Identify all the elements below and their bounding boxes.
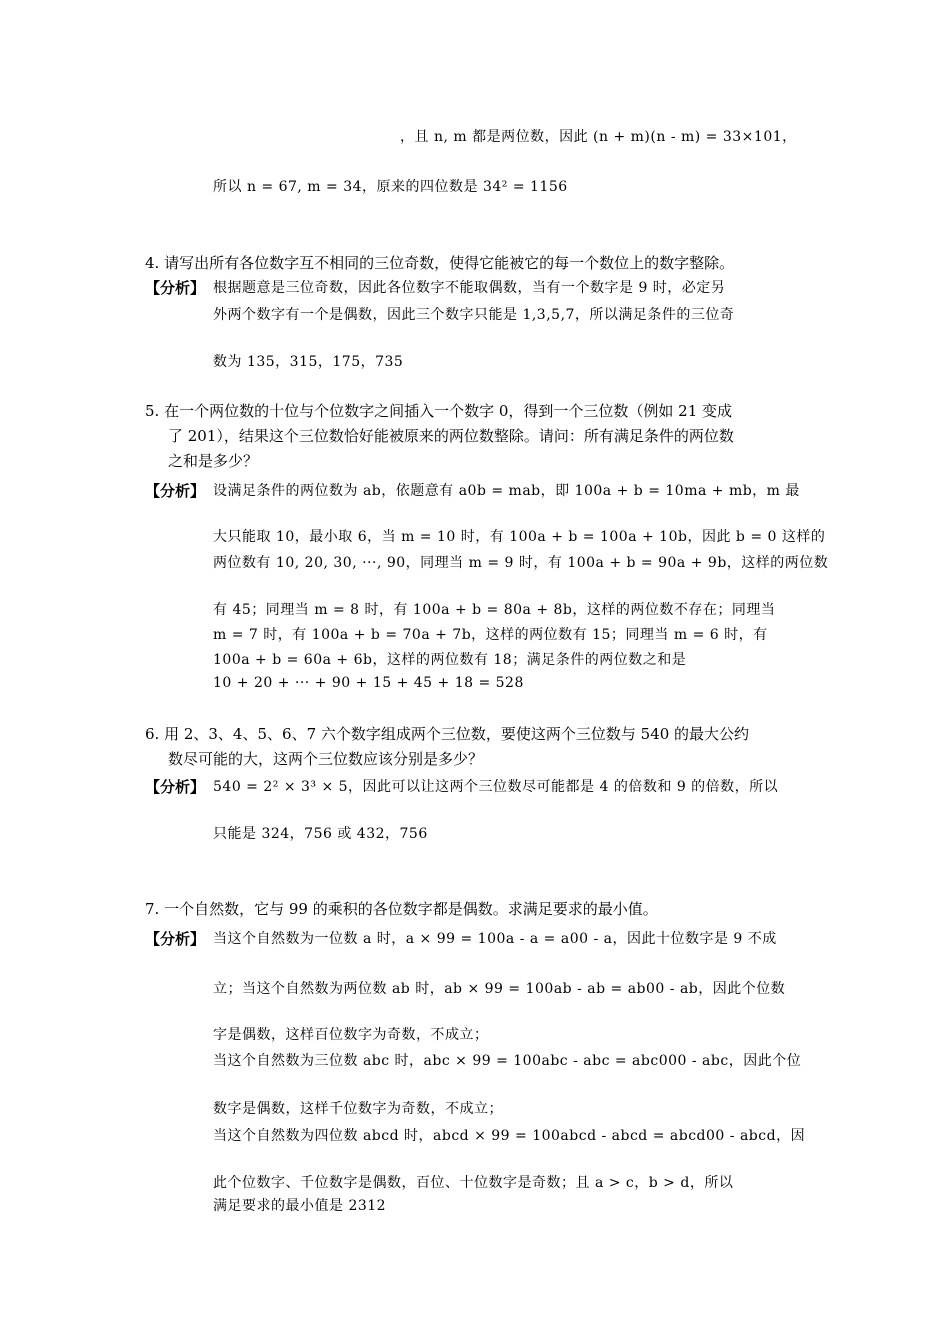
intro-line-2: 所以 n = 67, m = 34，原来的四位数是 34² = 1156: [213, 179, 568, 195]
q5-answer-line-7: 10 + 20 + ··· + 90 + 15 + 45 + 18 = 528: [213, 675, 524, 691]
q5-answer-line-6: 100a + b = 60a + 6b，这样的两位数有 18；满足条件的两位数之和是: [213, 652, 687, 668]
q4-answer-line-1: 根据题意是三位奇数，因此各位数字不能取偶数，当有一个数字是 9 时，必定另: [213, 280, 726, 296]
q4-answer-line-2: 外两个数字有一个是偶数，因此三个数字只能是 1,3,5,7，所以满足条件的三位奇: [213, 307, 735, 323]
q7-answer-line-2: 立；当这个自然数为两位数 ab 时，ab × 99 = 100ab - ab = ab00 - ab，因此个位数: [213, 981, 786, 997]
intro-line-1: ，且 n, m 都是两位数，因此 (n + m)(n - m) = 33×101，: [400, 129, 797, 145]
q5-answer-line-2: 大只能取 10，最小取 6，当 m = 10 时，有 100a + b = 100a + 10b，因此 b = 0 这样的: [213, 529, 826, 545]
q7-answer-line-4: 当这个自然数为三位数 abc 时，abc × 99 = 100abc - abc = abc000 - abc，因此个位: [213, 1053, 802, 1069]
q7-answer-line-3: 字是偶数，这样百位数字为奇数，不成立；: [213, 1027, 489, 1043]
question-6-line-1: 6. 用 2、3、4、5、6、7 六个数字组成两个三位数，要使这两个三位数与 540 的最大公约: [145, 725, 750, 743]
question-5-line-3: 之和是多少？: [168, 452, 259, 470]
q6-answer-line-2: 只能是 324，756 或 432，756: [213, 826, 428, 842]
q7-answer-line-5: 数字是偶数，这样千位数字为奇数，不成立；: [213, 1101, 503, 1117]
analysis-tag-5: 【分析】: [145, 482, 206, 500]
analysis-tag-6: 【分析】: [145, 778, 206, 796]
question-5-line-2: 了 201），结果这个三位数恰好能被原来的两位数整除。请问：所有满足条件的两位数: [168, 427, 734, 445]
q7-answer-line-1: 当这个自然数为一位数 a 时，a × 99 = 100a - a = a00 - a，因此十位数字是 9 不成: [213, 931, 777, 947]
q5-answer-line-5: m = 7 时，有 100a + b = 70a + 7b，这样的两位数有 15；同理当 m = 6 时，有: [213, 627, 768, 643]
question-4: 4. 请写出所有各位数字互不相同的三位奇数，使得它能被它的每一个数位上的数字整除。: [145, 254, 735, 272]
question-7: 7. 一个自然数，它与 99 的乘积的各位数字都是偶数。求满足要求的最小值。: [145, 900, 658, 918]
q6-answer-line-1: 540 = 2² × 3³ × 5，因此可以让这两个三位数尽可能都是 4 的倍数和 9 的倍数，所以: [213, 779, 779, 795]
q7-answer-line-6: 当这个自然数为四位数 abcd 时，abcd × 99 = 100abcd - abcd = abcd00 - abcd，因: [213, 1128, 806, 1144]
q5-answer-line-3: 两位数有 10, 20, 30, ···, 90，同理当 m = 9 时，有 100a + b = 90a + 9b，这样的两位数: [213, 555, 829, 571]
q7-answer-line-8: 满足要求的最小值是 2312: [213, 1198, 387, 1214]
q4-answer-line-3: 数为 135，315，175，735: [213, 354, 404, 370]
q7-answer-line-7: 此个位数字、千位数字是偶数，百位、十位数字是奇数；且 a > c，b > d，所以: [213, 1175, 734, 1191]
analysis-tag-7: 【分析】: [145, 930, 206, 948]
question-6-line-2: 数尽可能的大，这两个三位数应该分别是多少？: [168, 750, 484, 768]
question-5-line-1: 5. 在一个两位数的十位与个位数字之间插入一个数字 0，得到一个三位数（例如 21 变成: [145, 402, 733, 420]
q5-answer-line-4: 有 45；同理当 m = 8 时，有 100a + b = 80a + 8b，这样的两位数不存在；同理当: [213, 602, 776, 618]
q5-answer-line-1: 设满足条件的两位数为 ab，依题意有 a0b = mab，即 100a + b = 10ma + mb，m 最: [213, 483, 800, 499]
analysis-tag-4: 【分析】: [145, 279, 206, 297]
